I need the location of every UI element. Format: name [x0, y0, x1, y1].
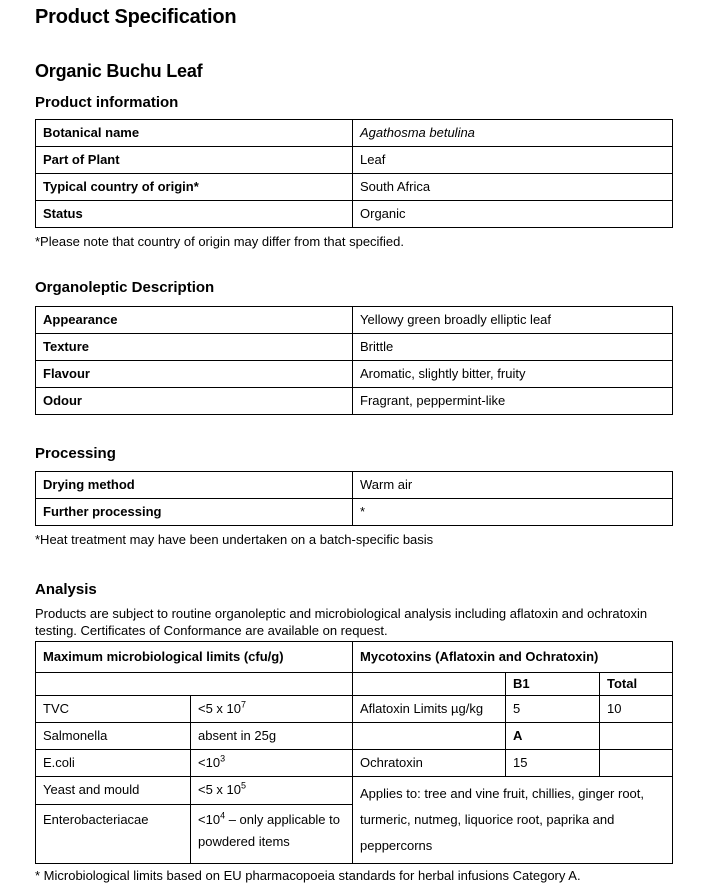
odour-label: Odour [36, 388, 353, 415]
b1-column-header: B1 [506, 673, 600, 696]
table-row [36, 147, 673, 174]
yeast-mould-limit [191, 777, 353, 805]
limit-exponent: 5 [241, 780, 247, 791]
limit-exponent: 3 [220, 753, 226, 764]
organoleptic-heading: Organoleptic Description [35, 279, 215, 296]
table-row [36, 120, 673, 147]
empty-cell [600, 723, 673, 750]
table-row [36, 361, 673, 388]
enterobacteriacae-label: Enterobacteriacae [36, 804, 191, 863]
drying-method-value: Warm air [353, 472, 673, 499]
table-row [36, 642, 673, 673]
table-row [36, 388, 673, 415]
country-of-origin-label: Typical country of origin* [36, 174, 353, 201]
table-row [36, 174, 673, 201]
status-label: Status [36, 201, 353, 228]
limit-text: – only applicable to powdered items [198, 811, 340, 849]
table-row [36, 777, 673, 805]
product-name: Organic Buchu Leaf [35, 61, 203, 81]
ochratoxin-label: Ochratoxin [353, 750, 506, 777]
botanical-name-value [353, 120, 673, 147]
table-row [36, 307, 673, 334]
drying-method-label: Drying method [36, 472, 353, 499]
product-information-heading: Product information [35, 94, 179, 111]
origin-footnote: *Please note that country of origin may differ from that specified. [35, 234, 405, 249]
part-of-plant-value: Leaf [353, 147, 673, 174]
flavour-value: Aromatic, slightly bitter, fruity [353, 361, 673, 388]
aflatoxin-b1-value: 5 [506, 696, 600, 723]
enterobacteriacae-limit [191, 804, 353, 863]
product-info-table [35, 119, 673, 228]
class-a-value: A [506, 723, 600, 750]
micro-limits-header: Maximum microbiological limits (cfu/g) [36, 642, 353, 673]
analysis-heading: Analysis [35, 581, 97, 598]
limit-text: <10 [198, 811, 221, 827]
analysis-table [35, 641, 673, 864]
limit-exponent: 7 [241, 699, 247, 710]
yeast-mould-label: Yeast and mould [36, 777, 191, 805]
part-of-plant-label: Part of Plant [36, 147, 353, 174]
botanical-name-text: Agathosma betulina [360, 125, 475, 140]
country-of-origin-value: South Africa [353, 174, 673, 201]
empty-cell [36, 673, 353, 696]
salmonella-label: Salmonella [36, 723, 191, 750]
organoleptic-table [35, 306, 673, 415]
table-row [36, 673, 673, 696]
empty-cell [353, 723, 506, 750]
texture-label: Texture [36, 334, 353, 361]
salmonella-limit: absent in 25g [191, 723, 353, 750]
table-row [36, 750, 673, 777]
further-processing-value: * [353, 499, 673, 526]
processing-heading: Processing [35, 445, 116, 462]
limit-text: <5 x 10 [198, 701, 242, 716]
botanical-name-label: Botanical name [36, 120, 353, 147]
table-row [36, 334, 673, 361]
odour-value: Fragrant, peppermint-like [353, 388, 673, 415]
total-column-header: Total [600, 673, 673, 696]
tvc-limit [191, 696, 353, 723]
ochratoxin-b1-value: 15 [506, 750, 600, 777]
ecoli-limit [191, 750, 353, 777]
table-row [36, 472, 673, 499]
applies-to-note: Applies to: tree and vine fruit, chillies, ginger root, turmeric, nutmeg, liquorice root, paprika and peppercorns [353, 777, 673, 864]
limit-text: <5 x 10 [198, 782, 242, 798]
processing-table [35, 471, 673, 526]
further-processing-label: Further processing [36, 499, 353, 526]
appearance-label: Appearance [36, 307, 353, 334]
tvc-label: TVC [36, 696, 191, 723]
table-row [36, 499, 673, 526]
appearance-value: Yellowy green broadly elliptic leaf [353, 307, 673, 334]
page-title: Product Specification [35, 6, 237, 28]
heat-treatment-footnote: *Heat treatment may have been undertaken on a batch-specific basis [35, 532, 434, 547]
mycotoxins-header: Mycotoxins (Aflatoxin and Ochratoxin) [353, 642, 673, 673]
empty-cell [353, 673, 506, 696]
texture-value: Brittle [353, 334, 673, 361]
limit-exponent: 4 [220, 810, 226, 821]
table-row [36, 723, 673, 750]
flavour-label: Flavour [36, 361, 353, 388]
empty-cell [600, 750, 673, 777]
table-row [36, 201, 673, 228]
aflatoxin-total-value: 10 [600, 696, 673, 723]
ecoli-label: E.coli [36, 750, 191, 777]
limit-text: <10 [198, 755, 221, 770]
analysis-intro: Products are subject to routine organoleptic and microbiological analysis including aflatoxin and ochratoxin testing. Certificates of Conformance are available on request. [35, 606, 648, 638]
status-value: Organic [353, 201, 673, 228]
aflatoxin-limits-label: Aflatoxin Limits µg/kg [353, 696, 506, 723]
microbiological-footnote: * Microbiological limits based on EU pharmacopoeia standards for herbal infusions Category A. [35, 868, 581, 883]
table-row [36, 696, 673, 723]
